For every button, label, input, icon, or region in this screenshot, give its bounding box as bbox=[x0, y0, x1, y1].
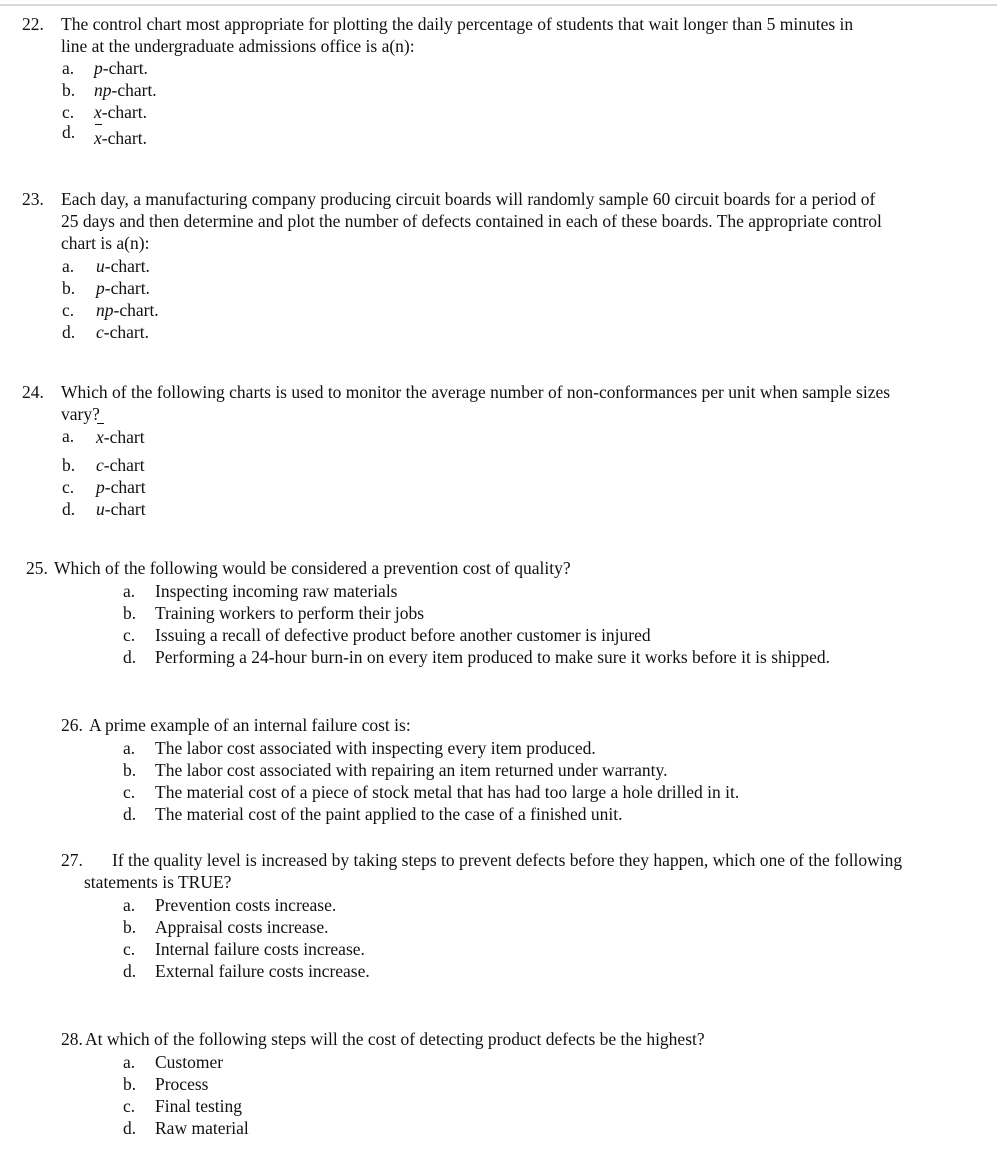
option-text: The labor cost associated with inspecting every item produced. bbox=[155, 738, 596, 758]
option-d[interactable] bbox=[62, 498, 146, 520]
option-letter: b. bbox=[123, 917, 137, 937]
option-letter: c. bbox=[62, 477, 75, 497]
option-c[interactable] bbox=[62, 476, 146, 498]
option-symbol: np bbox=[94, 80, 112, 100]
question-number: 28. bbox=[61, 1029, 83, 1049]
option-symbol: p bbox=[96, 278, 105, 298]
option-symbol: x bbox=[94, 102, 102, 122]
question-number: 23. bbox=[22, 189, 44, 209]
option-letter: c. bbox=[123, 782, 136, 802]
option-letter: a. bbox=[62, 426, 75, 446]
option-text: Raw material bbox=[155, 1118, 249, 1138]
option-letter: d. bbox=[123, 647, 137, 667]
option-letter: b. bbox=[62, 278, 76, 298]
option-letter: a. bbox=[123, 738, 136, 758]
option-letter: b. bbox=[62, 455, 76, 475]
option-letter: c. bbox=[123, 1096, 136, 1116]
question-stem: A prime example of an internal failure cost is: bbox=[89, 715, 411, 735]
option-letter: a. bbox=[123, 581, 136, 601]
option-text: Internal failure costs increase. bbox=[155, 939, 365, 959]
answer-options bbox=[62, 57, 157, 149]
option-text: Issuing a recall of defective product before another customer is injured bbox=[155, 625, 651, 645]
option-letter: d. bbox=[123, 804, 137, 824]
option-letter: b. bbox=[123, 760, 137, 780]
option-text: The labor cost associated with repairing an item returned under warranty. bbox=[155, 760, 668, 780]
option-text: Final testing bbox=[155, 1096, 243, 1116]
option-text: The material cost of the paint applied to the case of a finished unit. bbox=[155, 804, 623, 824]
option-text: Prevention costs increase. bbox=[155, 895, 337, 915]
option-letter: d. bbox=[62, 499, 76, 519]
option-letter: d. bbox=[62, 122, 76, 142]
option-text: Appraisal costs increase. bbox=[155, 917, 329, 937]
question-number: 27. bbox=[61, 850, 83, 870]
option-symbol: u bbox=[96, 499, 105, 519]
question-stem: The control chart most appropriate for plotting the daily percentage of students that wait longer than 5 minutes in line at the undergraduate admissions office is a(n): bbox=[61, 14, 854, 56]
question-stem: Which of the following charts is used to monitor the average number of non-conformances per unit when sample sizes vary? bbox=[61, 382, 891, 424]
option-symbol: np bbox=[96, 300, 114, 320]
option-text: -chart. bbox=[111, 80, 157, 100]
option-text: -chart. bbox=[101, 128, 147, 148]
question-stem: At which of the following steps will the cost of detecting product defects be the highest? bbox=[85, 1029, 705, 1049]
option-symbol-xbar: x bbox=[94, 128, 102, 148]
option-letter: b. bbox=[123, 603, 137, 623]
option-b[interactable] bbox=[62, 79, 157, 101]
option-symbol: c bbox=[96, 322, 104, 342]
option-text: Inspecting incoming raw materials bbox=[155, 581, 398, 601]
option-letter: a. bbox=[123, 895, 136, 915]
option-symbol: c bbox=[96, 455, 104, 475]
option-letter: a. bbox=[123, 1052, 136, 1072]
option-text: The material cost of a piece of stock metal that has had too large a hole drilled in it. bbox=[155, 782, 740, 802]
option-a[interactable] bbox=[62, 57, 148, 79]
option-symbol: u bbox=[96, 256, 105, 276]
option-text: -chart. bbox=[101, 102, 147, 122]
option-text: -chart bbox=[104, 477, 146, 497]
option-letter: c. bbox=[62, 300, 75, 320]
option-text: -chart. bbox=[104, 278, 150, 298]
option-text: -chart. bbox=[104, 256, 150, 276]
option-text: External failure costs increase. bbox=[155, 961, 370, 981]
option-letter: c. bbox=[62, 102, 75, 122]
option-letter: b. bbox=[123, 1074, 137, 1094]
question-number: 26. bbox=[61, 715, 83, 735]
option-symbol-xbar: x bbox=[96, 427, 104, 447]
question-stem: Each day, a manufacturing company producing circuit boards will randomly sample 60 circuit boards for a period of 25 days and then determine and plot the number of defects contained in each of these boards. The appropriate control chart is a(n): bbox=[61, 189, 882, 253]
option-d[interactable] bbox=[62, 122, 147, 149]
option-text: -chart bbox=[103, 427, 145, 447]
option-letter: d. bbox=[123, 961, 137, 981]
option-text: Training workers to perform their jobs bbox=[155, 603, 425, 623]
option-b[interactable] bbox=[62, 454, 145, 476]
option-letter: a. bbox=[62, 58, 75, 78]
answer-options bbox=[62, 426, 146, 520]
option-text: Customer bbox=[155, 1052, 224, 1072]
top-border bbox=[0, 4, 997, 6]
option-letter: a. bbox=[62, 256, 75, 276]
option-letter: c. bbox=[123, 625, 136, 645]
option-text: -chart bbox=[103, 455, 145, 475]
option-text: -chart. bbox=[103, 322, 149, 342]
question-number: 25. bbox=[26, 558, 48, 578]
question-number: 22. bbox=[22, 14, 44, 34]
option-letter: d. bbox=[123, 1118, 137, 1138]
question-stem: If the quality level is increased by taking steps to prevent defects before they happen, which one of the following statements is TRUE? bbox=[84, 850, 903, 892]
option-text: Performing a 24-hour burn-in on every item produced to make sure it works before it is shipped. bbox=[155, 647, 831, 667]
question-stem: Which of the following would be considered a prevention cost of quality? bbox=[54, 558, 571, 578]
option-symbol: p bbox=[94, 58, 103, 78]
option-c[interactable] bbox=[62, 101, 147, 123]
option-text: -chart. bbox=[113, 300, 159, 320]
option-letter: b. bbox=[62, 80, 76, 100]
option-text: -chart. bbox=[102, 58, 148, 78]
option-letter: c. bbox=[123, 939, 136, 959]
question-number: 24. bbox=[22, 382, 44, 402]
option-symbol: p bbox=[96, 477, 105, 497]
option-a[interactable] bbox=[62, 426, 145, 454]
option-letter: d. bbox=[62, 322, 76, 342]
option-text: Process bbox=[155, 1074, 209, 1094]
option-text: -chart bbox=[104, 499, 146, 519]
